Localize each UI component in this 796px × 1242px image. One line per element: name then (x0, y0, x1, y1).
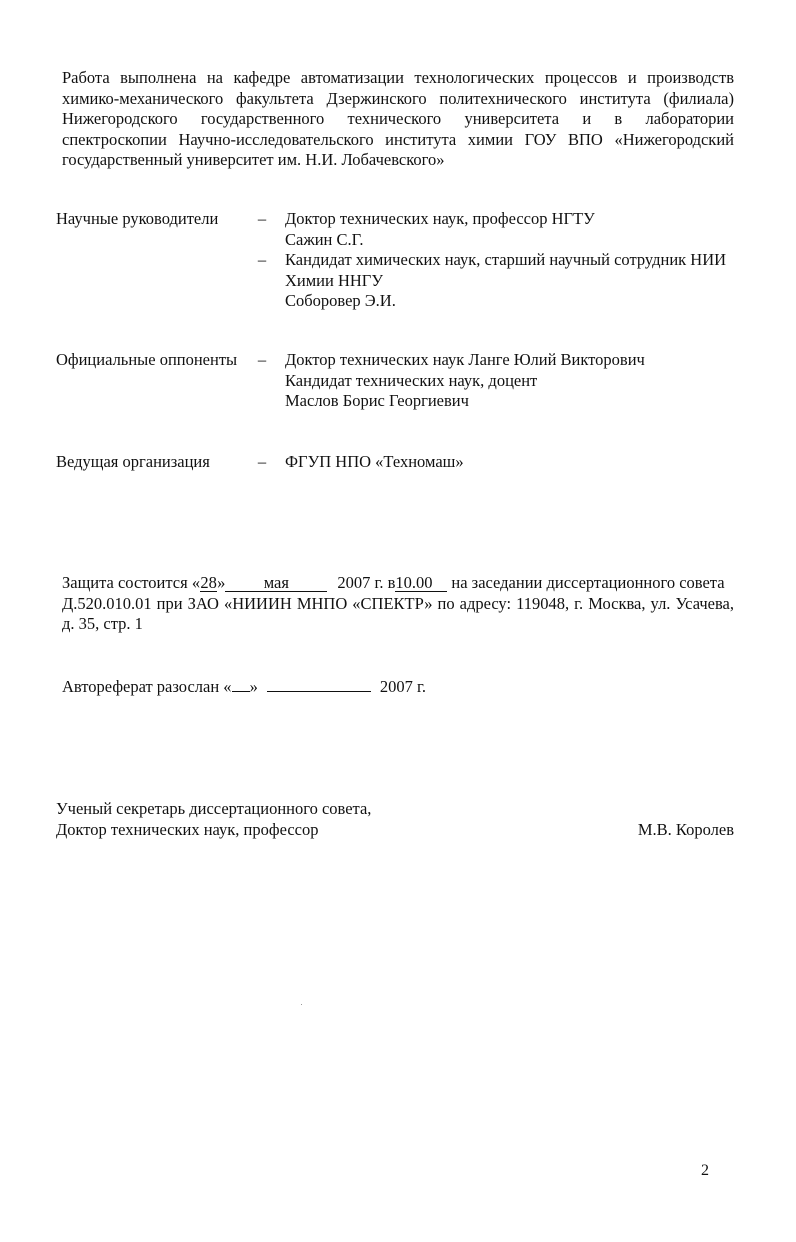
signature-block (56, 798, 734, 840)
supervisor-1-name: Сажин С.Г. (285, 229, 364, 249)
supervisors-label: Научные руководители (56, 209, 219, 228)
defense-time: 10.00 (395, 574, 447, 592)
mailed-line (62, 676, 734, 698)
opponent-line: Маслов Борис Георгиевич (285, 391, 469, 410)
opponent-line: Доктор технических наук Ланге Юлий Викторович (285, 350, 645, 369)
page-number: 2 (701, 1162, 709, 1179)
mailed-year: 2007 г. (379, 677, 426, 696)
defense-line-1 (62, 573, 734, 594)
opponents-dash: – (257, 350, 267, 369)
supervisor-1-title: Доктор технических наук, профессор НГТУ (285, 209, 595, 228)
defense-paragraph (62, 573, 734, 635)
defense-month: мая (225, 574, 327, 592)
opponents-list (285, 350, 737, 412)
mailed-day-blank (232, 676, 250, 692)
intro-line: государственный университет им. Н.И. Лобачевского» (62, 150, 445, 169)
defense-line-2: Д.520.010.01 при ЗАО «НИИИН МНПО «СПЕКТР» по адресу: 119048, г. Москва, ул. Усачева, (62, 593, 734, 613)
supervisors-section (56, 209, 736, 319)
supervisor-2-name: Соборовер Э.И. (285, 291, 396, 310)
defense-suffix: на заседании диссертационного совета (451, 573, 725, 592)
defense-year: 2007 г. в (337, 573, 396, 592)
opponent-line: Кандидат технических наук, доцент (285, 370, 538, 390)
defense-line-3: д. 35, стр. 1 (62, 614, 143, 633)
defense-quote: » (217, 573, 226, 592)
mailed-month-blank (267, 676, 371, 692)
leading-org-label: Ведущая организация (56, 452, 210, 471)
leading-org-dash: – (257, 452, 267, 471)
intro-line: химико-механического факультета Дзержинского политехнического института (филиала) (62, 88, 734, 108)
defense-day: 28 (200, 573, 217, 592)
intro-line: спектроскопии Научно-исследовательского института химии ГОУ ВПО «Нижегородский (62, 129, 734, 149)
supervisor-2-title: Кандидат химических наук, старший научный сотрудник НИИ (285, 250, 727, 269)
supervisor-2-affiliation: Химии ННГУ (285, 270, 384, 290)
signature-name: М.В. Королев (637, 820, 734, 839)
intro-paragraph (62, 68, 734, 171)
opponents-label: Официальные оппоненты (56, 350, 238, 369)
intro-line: Работа выполнена на кафедре автоматизации технологических процессов и производств (62, 68, 734, 87)
leading-org-value: ФГУП НПО «Техномаш» (285, 452, 464, 471)
leading-org-section (56, 452, 736, 474)
scan-speck (301, 1004, 302, 1005)
supervisor-2 (285, 250, 737, 312)
signature-line-2: Доктор технических наук, профессор (56, 820, 319, 839)
signature-line-1: Ученый секретарь диссертационного совета, (56, 799, 372, 818)
mailed-prefix: Автореферат разослан « (62, 677, 232, 696)
supervisors-dash-1: – (257, 209, 267, 228)
intro-line: Нижегородского государственного технического университета и в лаборатории (62, 109, 734, 128)
supervisors-dash-2: – (257, 250, 267, 269)
supervisor-1 (285, 209, 737, 250)
defense-prefix: Защита состоится « (62, 573, 201, 592)
mailed-close: » (249, 677, 258, 696)
opponents-section (56, 350, 736, 414)
